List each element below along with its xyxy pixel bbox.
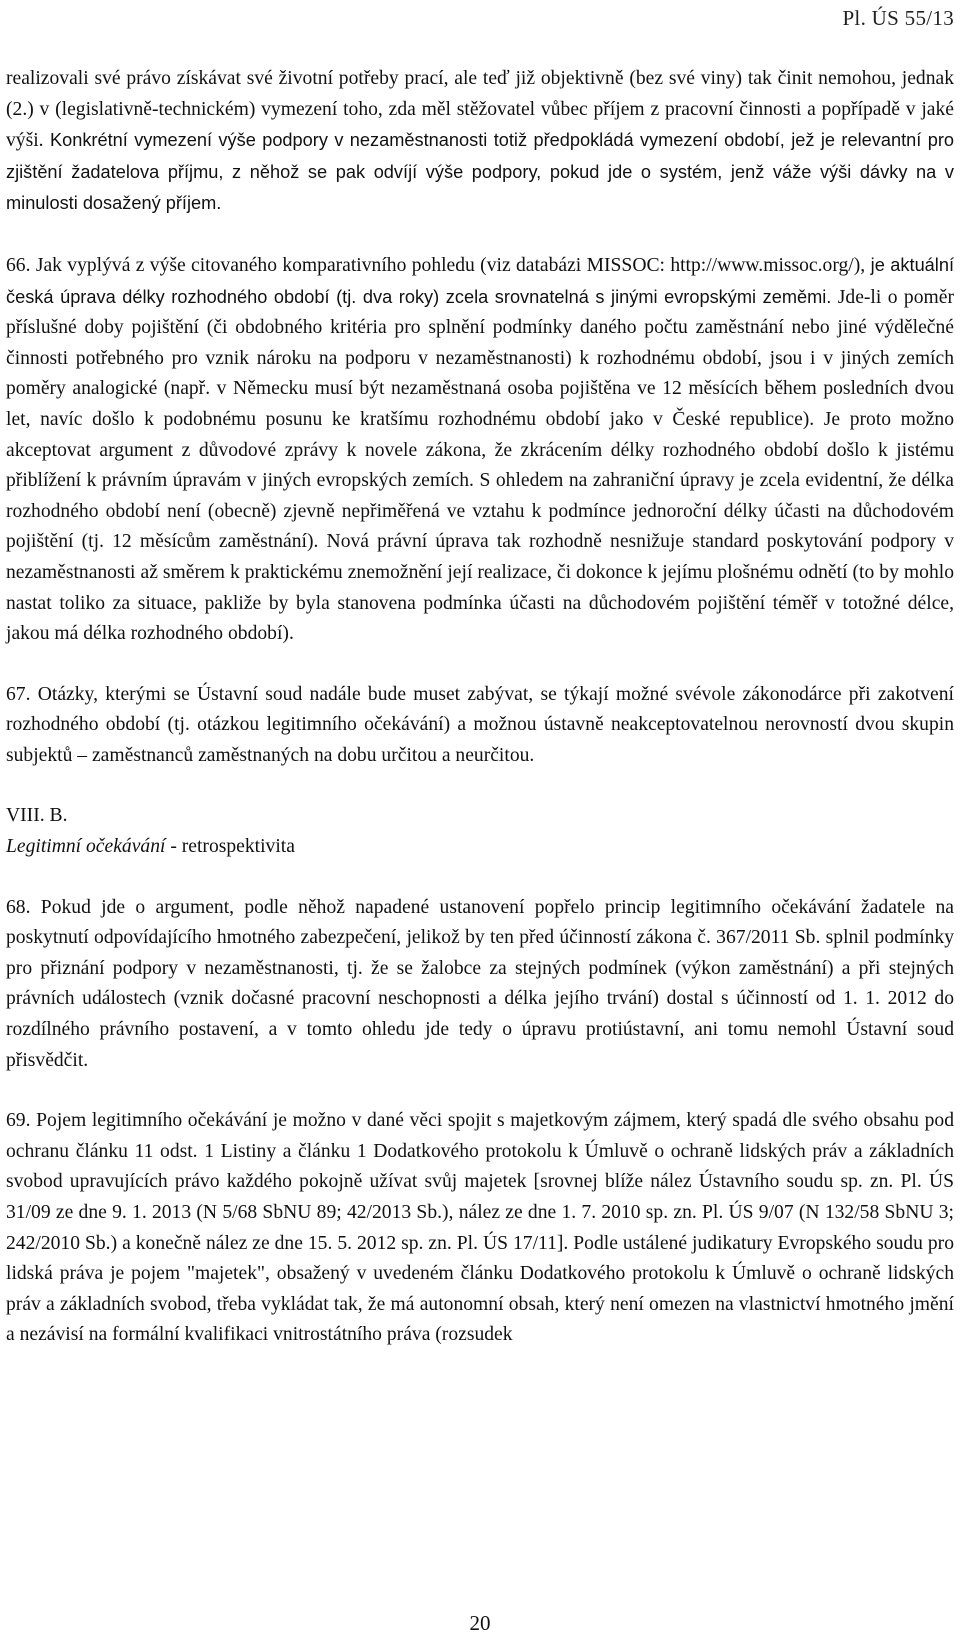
paragraph-68: 68. Pokud jde o argument, podle něhož napadené ustanovení popřelo princip legitimního očekávání žadatele na poskytnutí odpovídajícího hmotného zabezpečení, jelikož by ten před účinností zákona č. 367/2011 Sb. splnil podmínky pro přiznání podpory v nezaměstnanosti, tj. že se žalobce za stejných podmínek (výkon zaměstnání) a při stejných právních událostech (vznik dočasné pracovní neschopnosti a délka jejího trvání) dostal s účinností od 1. 1. 2012 do rozdílného právního postavení, a v tomto ohledu jde tedy o úpravu protiústavní, ani tomu nemohl Ústavní soud přisvědčit.: [6, 896, 954, 1071]
paragraph-67: 67. Otázky, kterými se Ústavní soud nadále bude muset zabývat, se týkají možné svévole zákonodárce při zakotvení rozhodného období (tj. otázkou legitimního očekávání) a možnou ústavně neakceptovatelnou nerovností dvou skupin subjektů – zaměstnanců zaměstnaných na dobu určitou a neurčitou.: [6, 683, 954, 766]
paragraph-66-text-b: Jde-li o poměr příslušné doby pojištění (či obdobného kritéria pro splnění podmínky daného počtu zaměstnání nebo jiné výdělečné činnosti potřebného pro vznik nároku na podporu v nezaměstnanosti) k rozhodnému období, jsou i v jiných zemích poměry analogické (např. v Německu musí být nezaměstnaná osoba pojištěna ve 12 měsících během posledních dvou let, navíc došlo k podobnému posunu ke kratšímu rozhodnému období jako v České republice). Je proto možno akceptovat argument z důvodové zprávy k novele zákona, že zkrácením délky rozhodného období došlo k jistému přiblížení k právním úpravám v jiných evropských zemích. S ohledem na zahraniční úpravy je zcela evidentní, že délka rozhodného období není (obecně) zjevně nepřiměřená ve vztahu k podmínce jednoroční délky účasti na důchodovém pojištění (tj. 12 měsícům zaměstnání). Nová právní úprava tak rozhodně nesnižuje standard poskytování podpory v nezaměstnanosti až směrem k praktickému znemožnění její realizace, či dokonce k jejímu plošnému odnětí (to by mohlo nastat toliko za situace, pakliže by byla stanovena podmínka účasti na důchodovém pojištění téměř v totožné délce, jakou má délka rozhodného období).: [6, 286, 954, 645]
case-reference: Pl. ÚS 55/13: [842, 6, 954, 30]
section-title: [6, 832, 954, 863]
paragraph-66-sans-text: je aktuální česká úprava délky rozhodného období (tj. dva roky) zcela srovnatelná s jinými evropskými zeměmi.: [6, 254, 955, 307]
paragraph-66-number: 66.: [6, 254, 31, 276]
paragraph-66-text-a: Jak vyplývá z výše citovaného komparativního pohledu (viz databázi MISSOC: http://www.missoc.org/),: [30, 254, 866, 276]
paragraph-continued-sans-text: Konkrétní vymezení výše podpory v nezaměstnanosti totiž předpokládá vymezení období, jež je relevantní pro zjištění žadatelova příjmu, z něhož se pak odvíjí výše podpory, pokud jde o systém, jenž váže výši dávky na v minulosti dosažený příjem.: [6, 130, 954, 214]
paragraph-66: [6, 250, 954, 650]
document-body: [6, 64, 954, 1351]
page-number: 20: [469, 1611, 491, 1635]
section-title-rest: - retrospektivita: [165, 836, 295, 858]
section-title-italic: Legitimní očekávání: [6, 836, 166, 858]
paragraph-69: 69. Pojem legitimního očekávání je možno v dané věci spojit s majetkovým zájmem, který spadá dle svého obsahu pod ochranu článku 11 odst. 1 Listiny a článku 1 Dodatkového protokolu k Úmluvě o ochraně lidských práv a základních svobod upravujících právo každého pokojně užívat svůj majetek [srovnej blíže nález Ústavního soudu sp. zn. Pl. ÚS 31/09 ze dne 9. 1. 2013 (N 5/68 SbNU 89; 42/2013 Sb.), nález ze dne 1. 7. 2010 sp. zn. Pl. ÚS 9/07 (N 132/58 SbNU 3; 242/2010 Sb.) a konečně nález ze dne 15. 5. 2012 sp. zn. Pl. ÚS 17/11]. Podle ustálené judikatury Evropského soudu pro lidská práva je pojem "majetek", obsažený v uvedeném článku Dodatkového protokolu k Úmluvě o ochraně lidských práv a základních svobod, třeba vykládat tak, že má autonomní obsah, který není omezen na vlastnictví hmotného jmění a nezávisí na formální kvalifikaci vnitrostátního práva (rozsudek: [6, 1110, 954, 1346]
paragraph-continued: [6, 64, 954, 220]
paragraph-continued-text: realizovali své právo získávat své životní potřeby prací, ale teď již objektivně (bez své viny) tak činit nemohou, jednak (2.) v (legislativně-technickém) vymezení toho, zda měl stěžovatel vůbec příjem z pracovní činnosti a popřípadě v jaké výši.: [6, 68, 954, 152]
section-number: VIII. B.: [6, 805, 68, 827]
